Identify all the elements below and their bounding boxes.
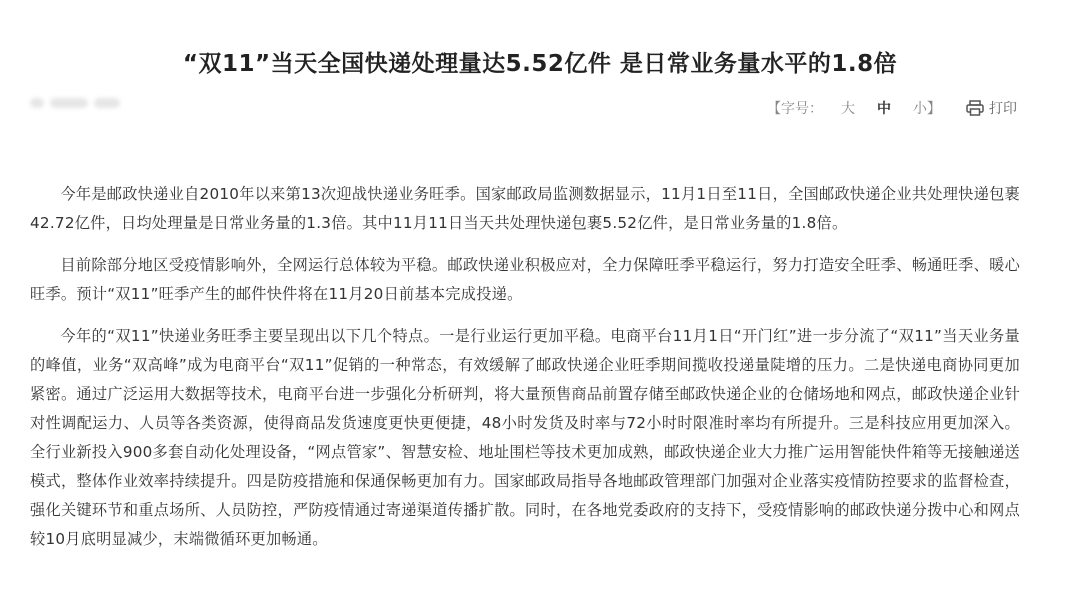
paragraph: 今年是邮政快递业自2010年以来第13次迎战快递业务旺季。国家邮政局监测数据显示，11月1日至11日，全国邮政快递企业共处理快递包裹42.72亿件，日均处理量是日常业务量的1.3倍。其中11月11日当天共处理快递包裹5.52亿件，是日常业务量的1.8倍。 <box>30 185 1020 232</box>
font-size-medium-button[interactable]: 中 <box>877 101 891 117</box>
font-size-small-button[interactable]: 小】 <box>913 101 941 117</box>
blurred-meta-info <box>30 92 130 114</box>
paragraph: 目前除部分地区受疫情影响外，全网运行总体较为平稳。邮政快递业积极应对，全力保障旺季平稳运行，努力打造安全旺季、畅通旺季、暖心旺季。预计“双11”旺季产生的邮件快件将在11月20日前基本完成投递。 <box>30 256 1020 303</box>
print-label: 打印 <box>989 101 1017 117</box>
font-size-large-button[interactable]: 大 <box>841 101 855 117</box>
article-toolbar <box>767 98 1017 118</box>
print-button[interactable] <box>966 98 1017 118</box>
printer-icon <box>966 100 984 116</box>
article-body <box>30 180 1020 567</box>
paragraph: 今年的“双11”快递业务旺季主要呈现出以下几个特点。一是行业运行更加平稳。电商平台11月1日“开门红”进一步分流了“双11”当天业务量的峰值，业务“双高峰”成为电商平台“双11”促销的一种常态，有效缓解了邮政快递企业旺季期间揽收投递量陡增的压力。二是快递电商协同更加紧密。通过广泛运用大数据等技术，电商平台进一步强化分析研判，将大量预售商品前置存储至邮政快递企业的仓储场地和网点，邮政快递企业针对性调配运力、人员等各类资源，使得商品发货速度更快更便捷，48小时发货及时率与72小时时限准时率均有所提升。三是科技应用更加深入。全行业新投入900多套自动化处理设备，“网点管家”、智慧安检、地址围栏等技术更加成熟，邮政快递企业大力推广运用智能快件箱等无接触递送模式，整体作业效率持续提升。四是防疫措施和保通保畅更加有力。国家邮政局指导各地邮政管理部门加强对企业落实疫情防控要求的监督检查，强化关键环节和重点场所、人员防控，严防疫情通过寄递渠道传播扩散。同时，在各地党委政府的支持下，受疫情影响的邮政快递分拨中心和网点较10月底明显减少，末端微循环更加畅通。 <box>30 327 1020 548</box>
article-title: “双11”当天全国快递处理量达5.52亿件 是日常业务量水平的1.8倍 <box>182 51 898 78</box>
font-size-label: 【字号： <box>767 101 823 117</box>
